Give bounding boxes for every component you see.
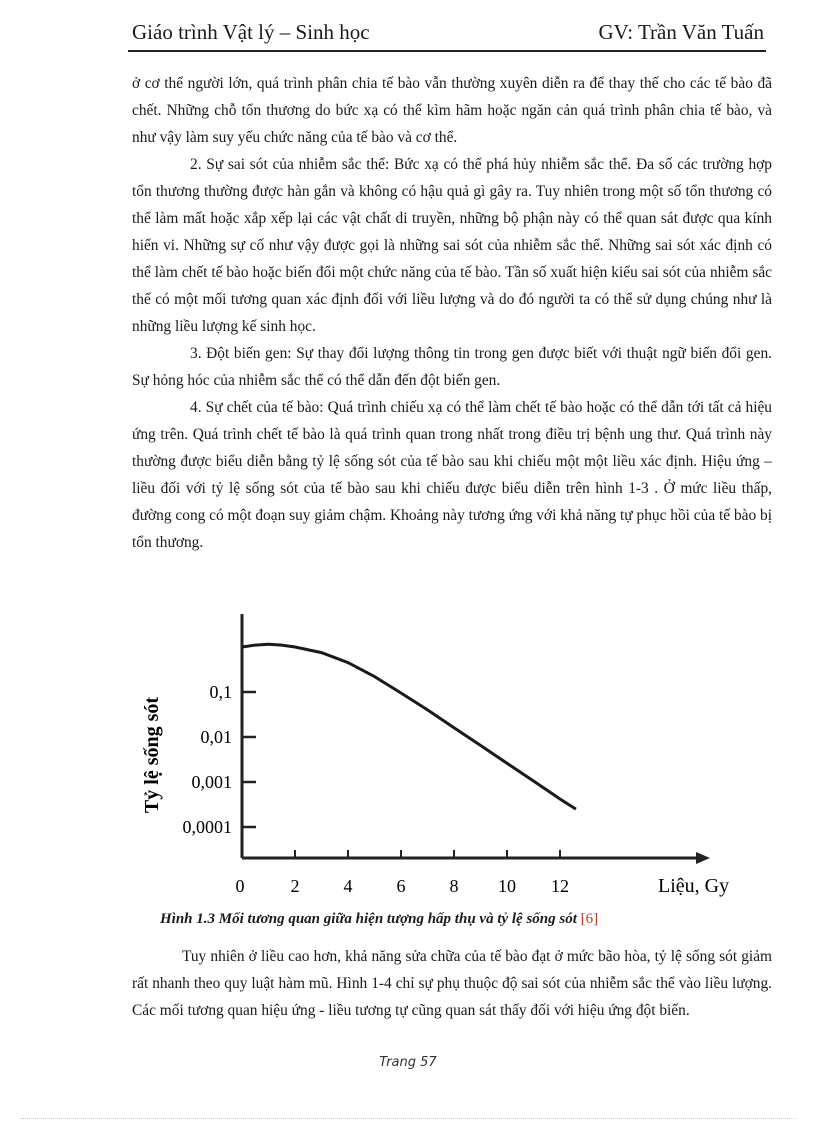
x-axis-label: Liệu, Gy — [658, 875, 730, 897]
figure-1-3 — [128, 600, 730, 912]
body-text — [132, 70, 772, 556]
survival-curve — [242, 644, 576, 809]
y-tick-label: 0,0001 — [182, 817, 232, 837]
x-tick-label: 10 — [498, 876, 516, 896]
y-tick-label: 0,1 — [209, 682, 232, 702]
x-tick-label: 6 — [396, 876, 406, 896]
paragraph-3: 3. Đột biến gen: Sự thay đổi lượng thông tin trong gen được biết với thuật ngữ biến đổi gen. Sự hỏng hóc của nhiễm sắc thể có thể dẫn đến đột biến gen. — [132, 345, 772, 389]
figure-caption — [160, 911, 598, 928]
y-tick-label: 0,001 — [191, 772, 232, 792]
paragraph-2: 2. Sự sai sót của nhiễm sắc thể: Bức xạ có thể phá hủy nhiễm sắc thể. Đa số các trường hợp tổn thương thường được hàn gắn và không có hậu quả gì gây ra. Tuy nhiên trong một số tổn thương có thể làm mất hoặc xắp xếp lại các vật chất di truyền, những bộ phận này có thể quan sát được qua kính hiển vi. Những sự cố như vậy được gọi là những sai sót của nhiễm sắc thể. Những sai sót xác định có thể làm chết tế bào hoặc biến đổi một chức năng của tế bào. Tần số xuất hiện kiểu sai sót của nhiễm sắc thể có một mối tương quan xác định đối với liều lượng và do đó người ta có thể sử dụng chúng như là những liều lượng kế sinh học. — [132, 156, 772, 335]
figure-reference: [6] — [580, 911, 599, 927]
header-teacher: GV: Trần Văn Tuấn — [598, 20, 764, 44]
x-tick-label: 0 — [235, 876, 245, 896]
x-tick-label: 2 — [290, 876, 300, 896]
paragraph-4: 4. Sự chết của tế bào: Quá trình chiếu xạ có thể làm chết tế bào hoặc có thể dẫn tới tất cả hiệu ứng trên. Quá trình chết tế bào là quá trình quan trong nhất trong điều trị bệnh ung thư. Quá trình này thường được biểu diễn bằng tỷ lệ sống sót của tế bào sau khi chiếu một một liều xác định. Hiệu ứng – liều đối với tỷ lệ sống sót của tế bào sau khi chiếu được biểu diễn trên hình 1-3 . Ở mức liều thấp, đường cong có một đoạn suy giảm chậm. Khoảng này tương ứng với khả năng tự phục hồi của tế bào bị tổn thương. — [132, 399, 772, 551]
figure-caption-text: Hình 1.3 Mối tương quan giữa hiện tượng hấp thụ và tỷ lệ sống sót — [160, 911, 577, 927]
page-bottom-border — [20, 1118, 796, 1119]
header-course-title: Giáo trình Vật lý – Sinh học — [132, 20, 370, 44]
survival-chart — [128, 600, 730, 912]
paragraph-5: Tuy nhiên ở liều cao hơn, khả năng sửa chữa của tế bào đạt ở mức bão hòa, tỷ lệ sống sót giảm rất nhanh theo quy luật hàm mũ. Hình 1-4 chỉ sự phụ thuộc độ sai sót của nhiễm sắc thể vào liều lượng. Các mối tương quan hiệu ứng - liều tương tự cũng quan sát thấy đối với hiệu ứng đột biến. — [132, 948, 772, 1019]
y-axis-label: Tỷ lệ sống sót — [141, 696, 163, 814]
x-tick-label: 12 — [551, 876, 569, 896]
x-axis-arrow — [696, 852, 710, 864]
paragraph-1: ở cơ thể người lớn, quá trình phân chia tế bào vẫn thường xuyên diễn ra để thay thế cho các tế bào đã chết. Những chỗ tổn thương do bức xạ có thể kìm hãm hoặc ngăn cản quá trình phân chia tế bào, và như vậy làm suy yếu chức năng của tế bào và cơ thể. — [132, 75, 772, 146]
page-number: Trang 57 — [379, 1055, 437, 1070]
x-tick-label: 8 — [449, 876, 459, 896]
y-tick-label: 0,01 — [200, 727, 232, 747]
x-tick-label: 4 — [343, 876, 353, 896]
body-text-after-figure — [132, 943, 772, 1024]
page-header — [128, 16, 766, 52]
